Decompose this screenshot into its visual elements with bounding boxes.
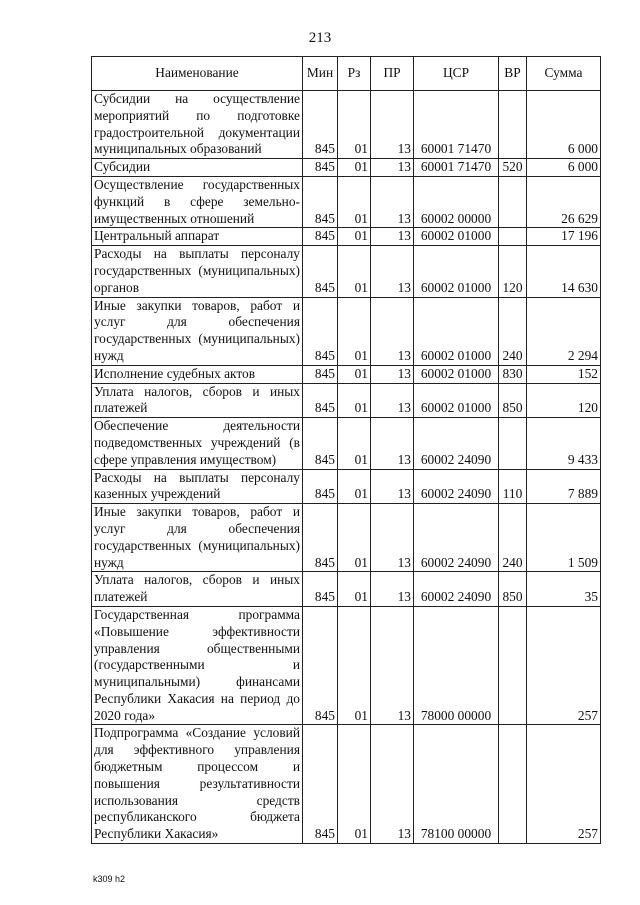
cell-rz: 01 — [338, 418, 371, 469]
cell-vr: 120 — [499, 246, 527, 297]
cell-sum: 6 000 — [527, 91, 601, 159]
cell-min: 845 — [303, 297, 338, 365]
header-sum: Сумма — [527, 57, 601, 91]
cell-csr: 60002 24090 — [414, 469, 499, 504]
cell-pr: 13 — [371, 418, 414, 469]
cell-sum: 257 — [527, 725, 601, 844]
cell-csr: 60002 01000 — [414, 365, 499, 383]
cell-rz: 01 — [338, 504, 371, 572]
cell-name: Обеспечение деятельности подведомственных учреждений (в сфере управления имуществом) — [92, 418, 303, 469]
cell-min: 845 — [303, 159, 338, 177]
header-pr: ПР — [371, 57, 414, 91]
cell-pr: 13 — [371, 725, 414, 844]
cell-csr: 60001 71470 — [414, 159, 499, 177]
cell-min: 845 — [303, 725, 338, 844]
cell-vr: 240 — [499, 297, 527, 365]
cell-name: Иные закупки товаров, работ и услуг для обеспечения государственных (муниципальных) нужд — [92, 297, 303, 365]
cell-pr: 13 — [371, 383, 414, 418]
cell-name: Исполнение судебных актов — [92, 365, 303, 383]
cell-min: 845 — [303, 228, 338, 246]
cell-vr — [499, 176, 527, 227]
table-row — [92, 246, 601, 297]
cell-min: 845 — [303, 606, 338, 725]
footer-code: k309 h2 — [93, 874, 126, 884]
cell-csr: 60002 01000 — [414, 297, 499, 365]
cell-min: 845 — [303, 91, 338, 159]
cell-min: 845 — [303, 418, 338, 469]
cell-min: 845 — [303, 504, 338, 572]
cell-name: Центральный аппарат — [92, 228, 303, 246]
table-row — [92, 725, 601, 844]
cell-rz: 01 — [338, 572, 371, 607]
cell-sum: 152 — [527, 365, 601, 383]
table-body — [92, 91, 601, 844]
cell-sum: 9 433 — [527, 418, 601, 469]
cell-sum: 6 000 — [527, 159, 601, 177]
header-rz: Рз — [338, 57, 371, 91]
cell-sum: 7 889 — [527, 469, 601, 504]
cell-pr: 13 — [371, 365, 414, 383]
cell-rz: 01 — [338, 725, 371, 844]
cell-rz: 01 — [338, 469, 371, 504]
cell-rz: 01 — [338, 159, 371, 177]
cell-pr: 13 — [371, 606, 414, 725]
cell-csr: 60002 24090 — [414, 572, 499, 607]
cell-sum: 14 630 — [527, 246, 601, 297]
cell-pr: 13 — [371, 246, 414, 297]
cell-name: Государственная программа «Повышение эффективности управления общественными (государственными и муниципальными) финансами Республики Хакасия на период до 2020 года» — [92, 606, 303, 725]
cell-rz: 01 — [338, 228, 371, 246]
cell-csr: 60002 01000 — [414, 246, 499, 297]
cell-rz: 01 — [338, 383, 371, 418]
cell-name: Субсидии — [92, 159, 303, 177]
table-header-row — [92, 57, 601, 91]
table-row — [92, 159, 601, 177]
cell-vr — [499, 228, 527, 246]
cell-csr: 78000 00000 — [414, 606, 499, 725]
cell-sum: 120 — [527, 383, 601, 418]
cell-sum: 35 — [527, 572, 601, 607]
cell-csr: 60002 01000 — [414, 383, 499, 418]
cell-vr: 850 — [499, 383, 527, 418]
cell-pr: 13 — [371, 176, 414, 227]
table-row — [92, 469, 601, 504]
cell-name: Осуществление государственных функций в сфере земельно-имущественных отношений — [92, 176, 303, 227]
header-csr: ЦСР — [414, 57, 499, 91]
cell-min: 845 — [303, 176, 338, 227]
cell-name: Иные закупки товаров, работ и услуг для обеспечения государственных (муниципальных) нужд — [92, 504, 303, 572]
cell-rz: 01 — [338, 176, 371, 227]
cell-vr: 240 — [499, 504, 527, 572]
cell-rz: 01 — [338, 606, 371, 725]
table-row — [92, 418, 601, 469]
cell-name: Расходы на выплаты персоналу государственных (муниципальных) органов — [92, 246, 303, 297]
cell-vr — [499, 606, 527, 725]
cell-sum: 26 629 — [527, 176, 601, 227]
cell-rz: 01 — [338, 246, 371, 297]
cell-name: Расходы на выплаты персоналу казенных учреждений — [92, 469, 303, 504]
cell-sum: 17 196 — [527, 228, 601, 246]
budget-table — [91, 56, 601, 844]
cell-csr: 60002 00000 — [414, 176, 499, 227]
cell-rz: 01 — [338, 365, 371, 383]
table-row — [92, 365, 601, 383]
cell-sum: 2 294 — [527, 297, 601, 365]
cell-min: 845 — [303, 246, 338, 297]
cell-rz: 01 — [338, 297, 371, 365]
header-min: Мин — [303, 57, 338, 91]
cell-vr: 850 — [499, 572, 527, 607]
table-row — [92, 228, 601, 246]
cell-csr: 78100 00000 — [414, 725, 499, 844]
cell-csr: 60002 24090 — [414, 418, 499, 469]
cell-name: Уплата налогов, сборов и иных платежей — [92, 383, 303, 418]
cell-rz: 01 — [338, 91, 371, 159]
cell-pr: 13 — [371, 504, 414, 572]
cell-pr: 13 — [371, 572, 414, 607]
cell-pr: 13 — [371, 159, 414, 177]
table-row — [92, 504, 601, 572]
cell-vr: 830 — [499, 365, 527, 383]
cell-name: Уплата налогов, сборов и иных платежей — [92, 572, 303, 607]
table-row — [92, 297, 601, 365]
cell-min: 845 — [303, 469, 338, 504]
table-row — [92, 606, 601, 725]
header-name: Наименование — [92, 57, 303, 91]
table-row — [92, 91, 601, 159]
table-row — [92, 176, 601, 227]
cell-pr: 13 — [371, 228, 414, 246]
cell-csr: 60002 24090 — [414, 504, 499, 572]
cell-name: Субсидии на осуществление мероприятий по подготовке градостроительной документации муниципальных образований — [92, 91, 303, 159]
cell-sum: 257 — [527, 606, 601, 725]
cell-csr: 60001 71470 — [414, 91, 499, 159]
cell-min: 845 — [303, 572, 338, 607]
header-vr: ВР — [499, 57, 527, 91]
cell-vr — [499, 418, 527, 469]
cell-name: Подпрограмма «Создание условий для эффективного управления бюджетным процессом и повышения результативности использования средств республиканского бюджета Республики Хакасия» — [92, 725, 303, 844]
cell-pr: 13 — [371, 91, 414, 159]
cell-pr: 13 — [371, 297, 414, 365]
table-row — [92, 383, 601, 418]
table-row — [92, 572, 601, 607]
cell-csr: 60002 01000 — [414, 228, 499, 246]
cell-sum: 1 509 — [527, 504, 601, 572]
cell-vr — [499, 91, 527, 159]
cell-pr: 13 — [371, 469, 414, 504]
cell-min: 845 — [303, 365, 338, 383]
cell-vr: 110 — [499, 469, 527, 504]
cell-min: 845 — [303, 383, 338, 418]
page-number: 213 — [308, 30, 332, 46]
cell-vr: 520 — [499, 159, 527, 177]
cell-vr — [499, 725, 527, 844]
